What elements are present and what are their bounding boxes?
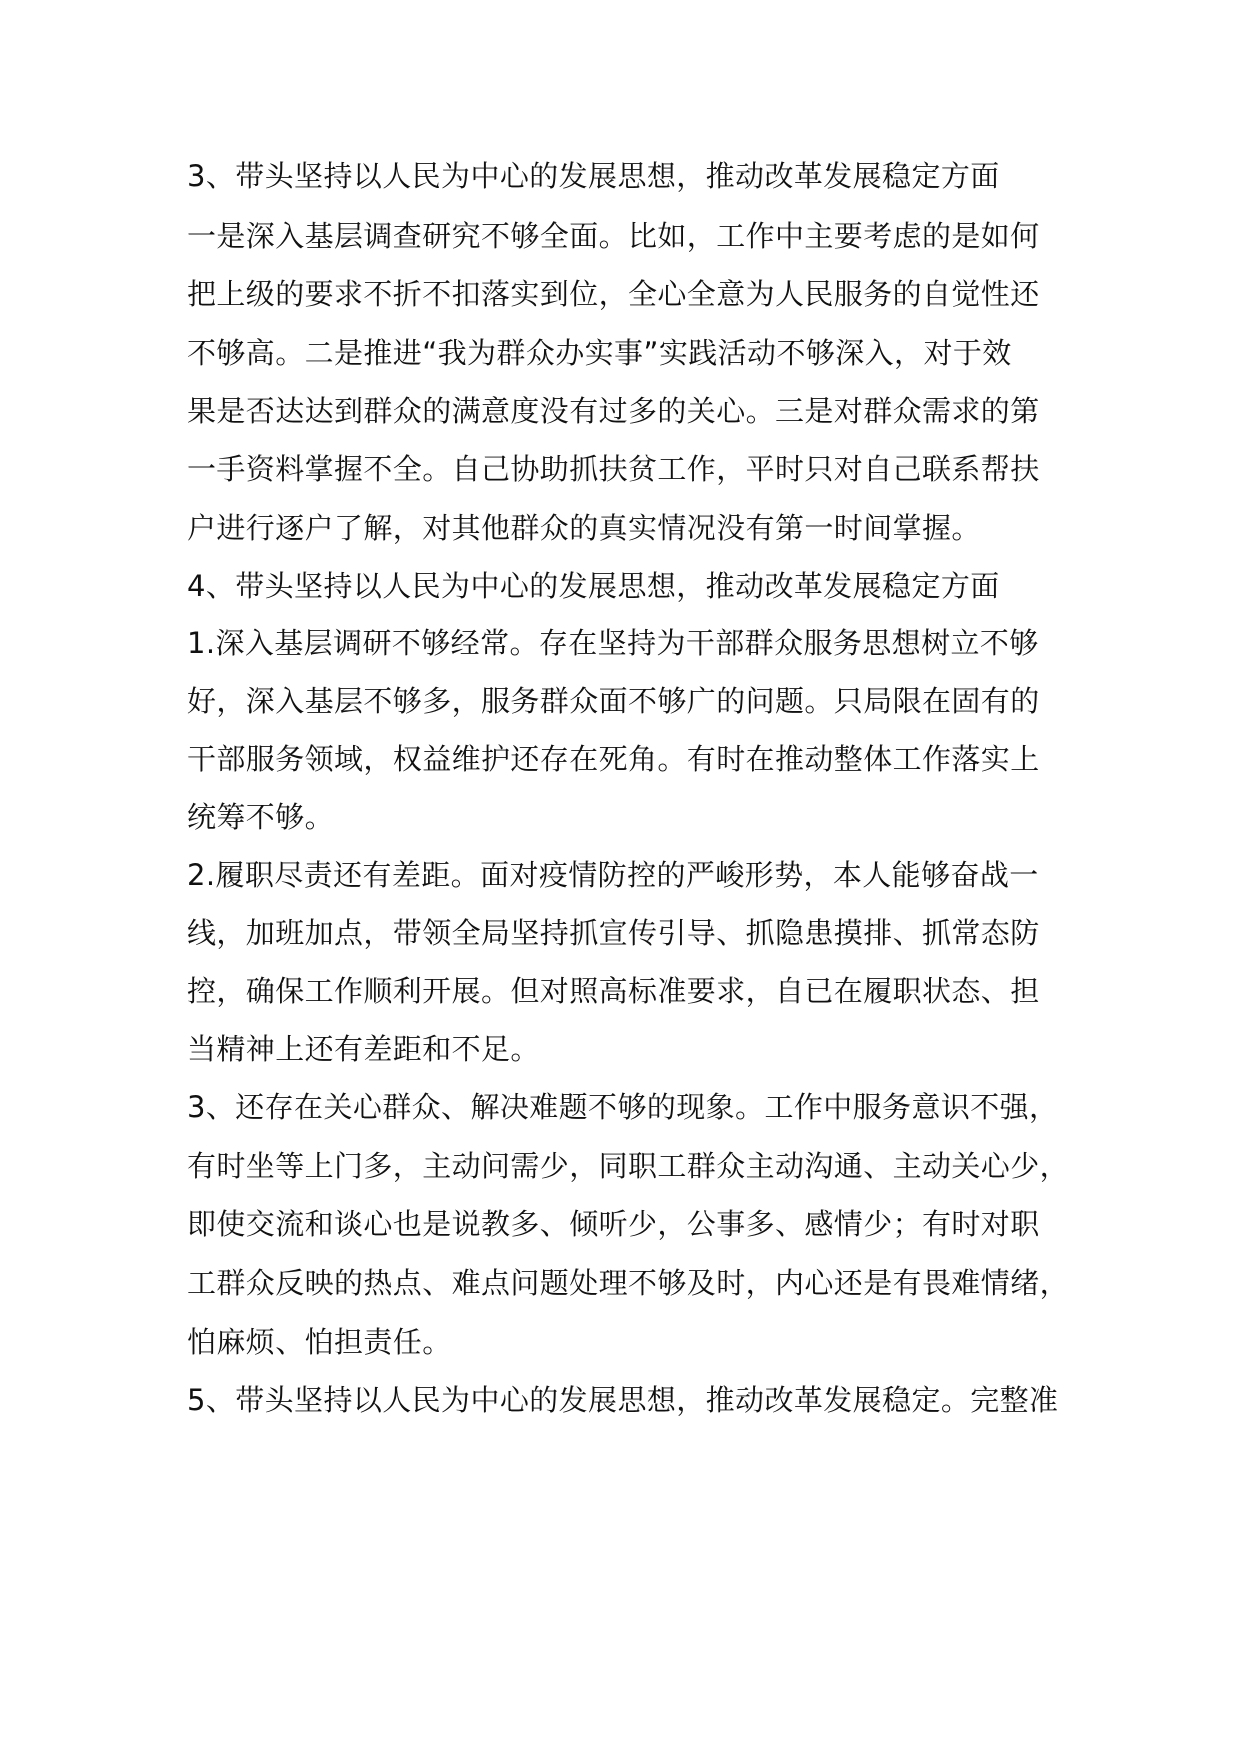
text-line: 怕麻烦、怕担责任。 <box>187 1325 452 1359</box>
text-line: 不够高。二是推进“我为群众办实事”实践活动不够深入，对于效 <box>187 336 1012 370</box>
text-line: 户进行逐户了解，对其他群众的真实情况没有第一时间掌握。 <box>187 511 981 545</box>
text-line: 3、还存在关心群众、解决难题不够的现象。工作中服务意识不强， <box>187 1090 1059 1124</box>
text-line: 工群众反映的热点、难点问题处理不够及时，内心还是有畏难情绪， <box>187 1266 1070 1300</box>
text-line: 一手资料掌握不全。自己协助抓扶贫工作，平时只对自己联系帮扶 <box>187 452 1040 486</box>
text-line: 即使交流和谈心也是说教多、倾听少，公事多、感情少；有时对职 <box>187 1207 1040 1241</box>
text-line: 统筹不够。 <box>187 800 335 834</box>
text-line: 干部服务领域，权益维护还存在死角。有时在推动整体工作落实上 <box>187 742 1040 776</box>
text-line: 当精神上还有差距和不足。 <box>187 1032 540 1066</box>
text-line: 1.深入基层调研不够经常。存在坚持为干部群众服务思想树立不够 <box>187 626 1039 660</box>
text-line: 一是深入基层调查研究不够全面。比如，工作中主要考虑的是如何 <box>187 219 1040 253</box>
text-line: 5、带头坚持以人民为中心的发展思想，推动改革发展稳定。完整准 <box>187 1383 1059 1417</box>
text-line: 2.履职尽责还有差距。面对疫情防控的严峻形势，本人能够奋战一 <box>187 858 1039 892</box>
text-line: 好，深入基层不够多，服务群众面不够广的问题。只局限在固有的 <box>187 684 1040 718</box>
text-line: 有时坐等上门多，主动问需少，同职工群众主动沟通、主动关心少， <box>187 1149 1070 1183</box>
text-line: 4、带头坚持以人民为中心的发展思想，推动改革发展稳定方面 <box>187 569 1000 603</box>
text-line: 控，确保工作顺利开展。但对照高标准要求，自已在履职状态、担 <box>187 974 1040 1008</box>
text-line: 线，加班加点，带领全局坚持抓宣传引导、抓隐患摸排、抓常态防 <box>187 916 1040 950</box>
text-line: 把上级的要求不折不扣落实到位，全心全意为人民服务的自觉性还 <box>187 277 1040 311</box>
text-line: 果是否达达到群众的满意度没有过多的关心。三是对群众需求的第 <box>187 394 1040 428</box>
text-line: 3、带头坚持以人民为中心的发展思想，推动改革发展稳定方面 <box>187 159 1000 193</box>
